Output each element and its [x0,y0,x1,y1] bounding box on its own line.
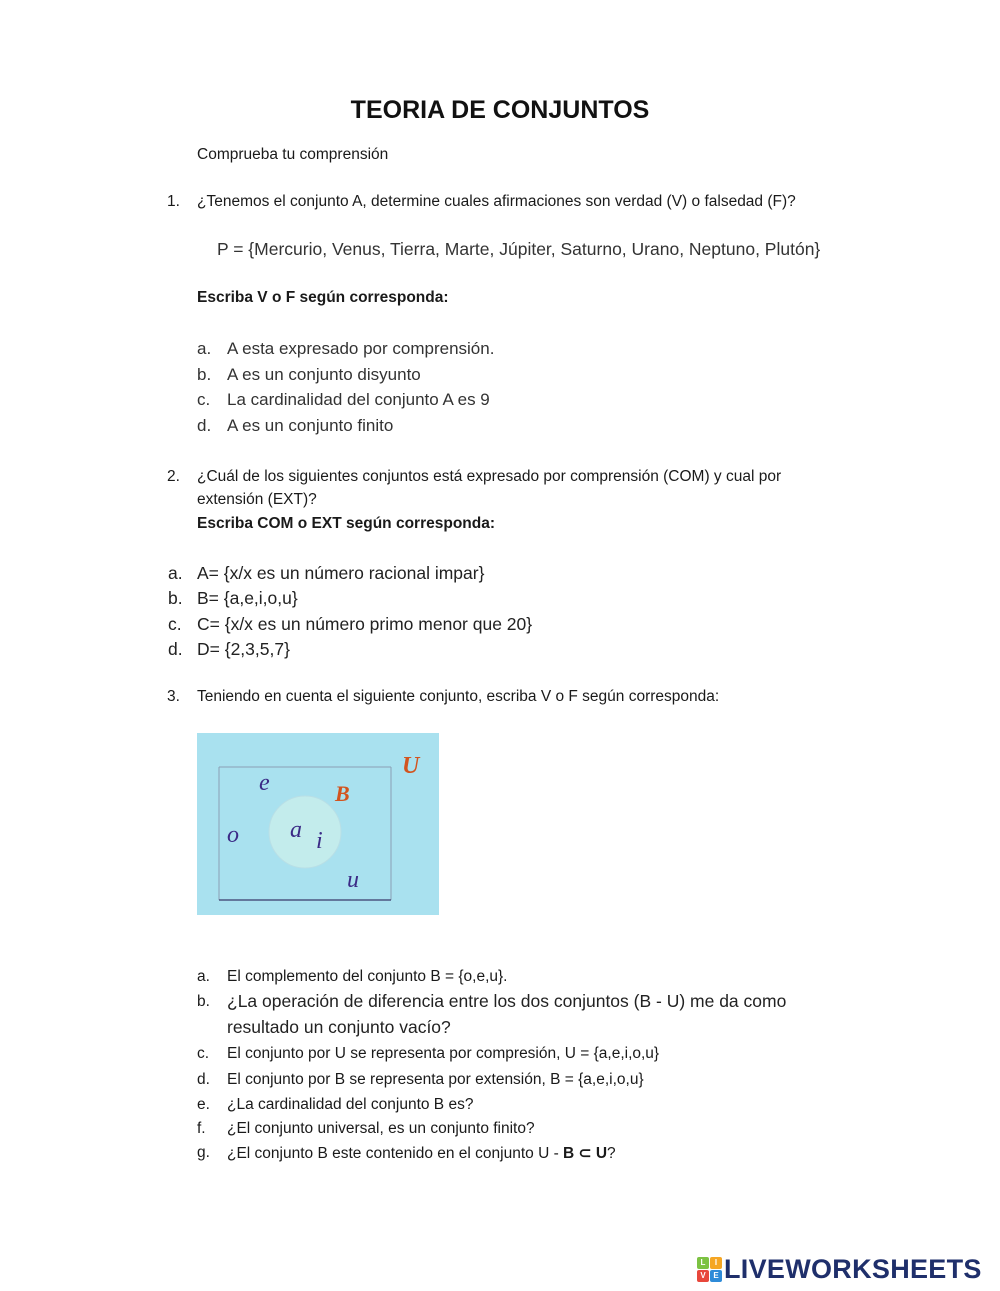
universe-label: U [402,753,420,779]
liveworksheets-logo-icon [697,1257,722,1282]
q2-item-text: B= {a,e,i,o,u} [197,588,298,608]
q3-item-marker: a. [197,968,210,985]
q2-item-text: A= {x/x es un número racional impar} [197,563,485,583]
element-e: e [259,770,270,796]
q2-item-text: D= {2,3,5,7} [197,639,290,659]
q1-item-text: A es un conjunto disyunto [227,365,421,384]
q1-number: 1. [167,193,180,210]
q2-item-marker: d. [168,639,183,659]
q1-item-marker: b. [197,365,212,384]
q1-set: P = {Mercurio, Venus, Tierra, Marte, Júpiter, Saturno, Urano, Neptuno, Plutón} [217,239,821,259]
q3-item-text: ¿El conjunto universal, es un conjunto finito? [227,1120,535,1137]
page-title: TEORIA DE CONJUNTOS [350,96,650,124]
q3-item-text-line1: ¿La operación de diferencia entre los dos conjuntos (B - U) me da como [227,991,787,1011]
set-b-label: B [335,781,350,806]
q3-item-marker: d. [197,1071,210,1088]
q3-item-text: El conjunto por B se representa por extensión, B = {a,e,i,o,u} [227,1071,644,1088]
set-b-circle [269,796,341,868]
q2-item-marker: a. [168,563,183,583]
element-a: a [290,817,302,843]
q2-text-line2: extensión (EXT)? [197,491,317,508]
venn-diagram [197,733,439,915]
subset-notation: B ⊂ U [563,1145,608,1162]
q2-item-marker: b. [168,588,183,608]
q3-item-text: El conjunto por U se representa por compresión, U = {a,e,i,o,u} [227,1045,660,1062]
q1-item-marker: d. [197,416,212,435]
logo-letter: V [697,1270,709,1282]
q2-instruction: Escriba COM o EXT según corresponda: [197,515,496,532]
brand-name: LIVEWORKSHEETS [724,1253,982,1284]
logo-letter: I [710,1257,722,1269]
element-u: u [347,867,359,893]
q3-item-text [227,1144,616,1163]
q3-item-marker: e. [197,1096,210,1113]
q1-item-text: A esta expresado por comprensión. [227,339,495,358]
q2-item-text: C= {x/x es un número primo menor que 20} [197,614,533,634]
q1-item-marker: a. [197,339,212,358]
q2-number: 2. [167,468,180,485]
q3-item-text-pre: ¿El conjunto B este contenido en el conjunto U - [227,1145,564,1162]
q2-text-line1: ¿Cuál de los siguientes conjuntos está expresado por comprensión (COM) y cual por [197,468,782,485]
q1-text: ¿Tenemos el conjunto A, determine cuales afirmaciones son verdad (V) o falsedad (F)? [197,193,796,210]
q1-instruction: Escriba V o F según corresponda: [197,289,449,306]
q3-number: 3. [167,688,180,705]
q3-item-marker: b. [197,993,210,1010]
q3-text: Teniendo en cuenta el siguiente conjunto, escriba V o F según corresponda: [197,688,720,705]
q2-item-marker: c. [168,614,182,634]
q3-item-marker: f. [197,1120,206,1137]
q3-item-marker: c. [197,1045,210,1062]
page-subtitle: Comprueba tu comprensión [197,146,389,163]
logo-letter: E [710,1270,722,1282]
liveworksheets-brand [697,1253,982,1285]
element-o: o [227,822,239,848]
q3-item-text-post: ? [607,1145,616,1162]
q1-item-text: La cardinalidad del conjunto A es 9 [227,390,490,409]
element-i: i [316,828,323,854]
q1-item-text: A es un conjunto finito [227,416,394,435]
logo-letter: L [697,1257,709,1269]
q3-item-marker: g. [197,1144,210,1161]
q1-item-marker: c. [197,390,211,409]
q3-item-text-line2: resultado un conjunto vacío? [227,1017,451,1037]
q3-item-text: ¿La cardinalidad del conjunto B es? [227,1096,474,1113]
q3-item-text: El complemento del conjunto B = {o,e,u}. [227,968,508,985]
